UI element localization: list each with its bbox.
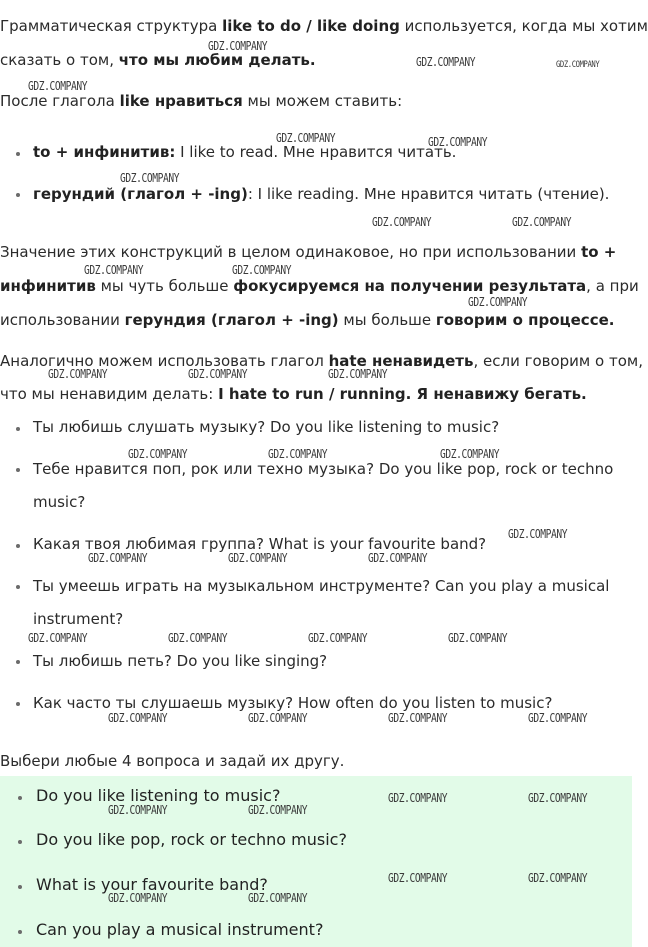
watermark: GDZ.COMPANY (512, 215, 572, 229)
watermark: GDZ.COMPANY (248, 891, 308, 905)
question-item: Ты любишь слушать музыку? Do you like listening to music? (33, 418, 500, 436)
hate-line-2: что мы ненавидим делать: I hate to run / running. Я ненавижу бегать. (0, 385, 587, 403)
task-instruction: Выбери любые 4 вопроса и задай их другу. (0, 752, 345, 770)
watermark: GDZ.COMPANY (108, 891, 168, 905)
watermark: GDZ.COMPANY (556, 60, 600, 70)
bullet (18, 796, 22, 800)
watermark: GDZ.COMPANY (448, 631, 508, 645)
meaning-line-3: использовании герундия (глагол + -ing) мы больше говорим о процессе. (0, 311, 615, 329)
question-item: Как часто ты слушаешь музыку? How often do you listen to music? (33, 694, 553, 712)
question-item: Тебе нравится поп, рок или техно музыка? Do you like pop, rock or techno (33, 460, 614, 478)
watermark: GDZ.COMPANY (428, 135, 488, 149)
watermark: GDZ.COMPANY (388, 711, 448, 725)
watermark: GDZ.COMPANY (416, 55, 476, 69)
watermark: GDZ.COMPANY (468, 295, 528, 309)
watermark: GDZ.COMPANY (276, 131, 336, 145)
watermark: GDZ.COMPANY (28, 79, 88, 93)
watermark: GDZ.COMPANY (248, 803, 308, 817)
question-item: Ты умеешь играть на музыкальном инструменте? Can you play a musical (33, 577, 610, 595)
structure-term: like to do / like doing (222, 17, 400, 35)
question-item-continuation: instrument? (33, 610, 124, 628)
answer-item: What is your favourite band? (36, 875, 268, 894)
bullet (18, 840, 22, 844)
watermark: GDZ.COMPANY (528, 871, 588, 885)
answer-item: Do you like listening to music? (36, 786, 281, 805)
watermark: GDZ.COMPANY (188, 367, 248, 381)
bullet (16, 193, 20, 197)
watermark: GDZ.COMPANY (232, 263, 292, 277)
watermark: GDZ.COMPANY (372, 215, 432, 229)
watermark: GDZ.COMPANY (328, 367, 388, 381)
meaning-line-2: инфинитив мы чуть больше фокусируемся на получении результата, а при (0, 277, 639, 295)
form-item-gerund: герундий (глагол + -ing): I like reading. Мне нравится читать (чтение). (33, 185, 610, 203)
hate-line-1: Аналогично можем использовать глагол hate ненавидеть, если говорим о том, (0, 352, 643, 370)
watermark: GDZ.COMPANY (120, 171, 180, 185)
intro-line-2: сказать о том, что мы любим делать. (0, 51, 316, 69)
question-item: Какая твоя любимая группа? What is your favourite band? (33, 535, 487, 553)
watermark: GDZ.COMPANY (528, 791, 588, 805)
bullet (16, 660, 20, 664)
watermark: GDZ.COMPANY (440, 447, 500, 461)
watermark: GDZ.COMPANY (368, 551, 428, 565)
bullet (16, 544, 20, 548)
watermark: GDZ.COMPANY (108, 803, 168, 817)
bullet (18, 885, 22, 889)
watermark: GDZ.COMPANY (268, 447, 328, 461)
bullet (16, 585, 20, 589)
watermark: GDZ.COMPANY (508, 527, 568, 541)
watermark: GDZ.COMPANY (388, 791, 448, 805)
watermark: GDZ.COMPANY (168, 631, 228, 645)
question-item-continuation: music? (33, 493, 86, 511)
question-item: Ты любишь петь? Do you like singing? (33, 652, 328, 670)
bullet (16, 427, 20, 431)
watermark: GDZ.COMPANY (48, 367, 108, 381)
watermark: GDZ.COMPANY (84, 263, 144, 277)
after-verb-line: После глагола like нравиться мы можем ставить: (0, 92, 403, 110)
watermark: GDZ.COMPANY (248, 711, 308, 725)
bullet (16, 702, 20, 706)
watermark: GDZ.COMPANY (528, 711, 588, 725)
watermark: GDZ.COMPANY (228, 551, 288, 565)
bullet (16, 152, 20, 156)
bullet (18, 930, 22, 934)
watermark: GDZ.COMPANY (28, 631, 88, 645)
watermark: GDZ.COMPANY (388, 871, 448, 885)
bullet (16, 468, 20, 472)
watermark: GDZ.COMPANY (108, 711, 168, 725)
meaning-line-1: Значение этих конструкций в целом одинаковое, но при использовании to + (0, 243, 617, 261)
answer-item: Can you play a musical instrument? (36, 920, 324, 939)
intro-line-1: Грамматическая структура like to do / like doing используется, когда мы хотим (0, 17, 648, 35)
watermark: GDZ.COMPANY (308, 631, 368, 645)
form-item-infinitive: to + инфинитив: I like to read. Мне нравится читать. (33, 143, 457, 161)
watermark: GDZ.COMPANY (88, 551, 148, 565)
watermark: GDZ.COMPANY (128, 447, 188, 461)
watermark: GDZ.COMPANY (208, 39, 268, 53)
answer-item: Do you like pop, rock or techno music? (36, 830, 347, 849)
